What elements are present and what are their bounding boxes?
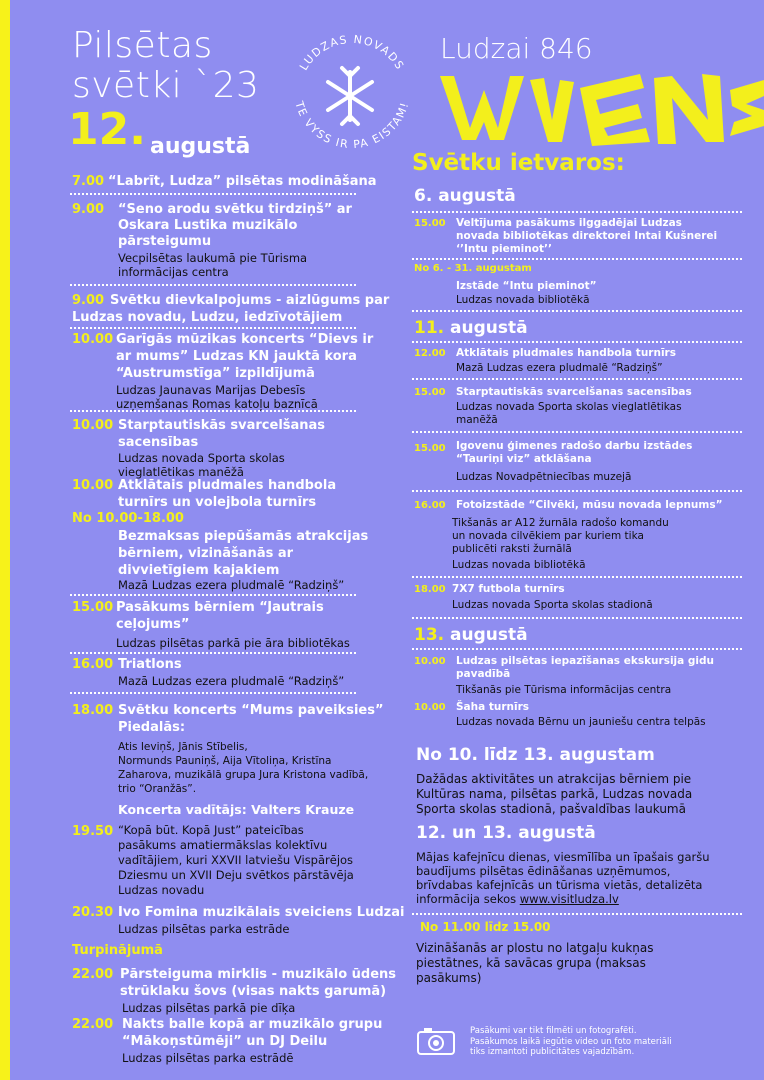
photo-notice: [470, 1026, 672, 1058]
dotted-divider: [412, 617, 742, 619]
event-title: pavadībā: [456, 668, 511, 680]
event-time: 22.00: [72, 967, 114, 982]
event-location: Ludzas novada Bērnu un jauniešu centra telpās: [456, 716, 706, 728]
date-heading: [414, 318, 528, 338]
range-heading: 12. un 13. augustā: [416, 823, 596, 843]
dotted-divider: [70, 327, 356, 329]
svg-text:LUDZAS NOVADS: [297, 33, 407, 73]
event-location: Ludzas Jaunavas Marijas Debesīs: [116, 383, 306, 397]
event-time: 10.00: [414, 656, 446, 667]
date-heading-word: augustā: [450, 318, 528, 338]
event-location: Ludzas novada Sporta skolas: [118, 451, 285, 465]
event-title: Veltījuma pasākums ilggadējai Ludzas: [456, 217, 682, 229]
event-description: vadītājiem, kuri XXVII latviešu Vispārējos: [118, 853, 354, 867]
date-heading-word: augustā: [450, 625, 528, 645]
event-title: sacensības: [118, 435, 199, 450]
event-time: 9.00: [72, 202, 105, 217]
event-title: Triatlons: [118, 657, 182, 672]
event-title: Igovenu ģimenes radošo darbu izstādes: [456, 440, 693, 452]
city-years-title: Ludzai 846: [440, 32, 593, 65]
main-date-word: augustā: [150, 134, 251, 159]
event-title: Nakts balle kopā ar muzikālo grupu: [122, 1017, 383, 1032]
event-time: 12.00: [414, 348, 446, 359]
event-description: un novada cilvēkiem par kuriem tika: [452, 530, 644, 542]
paragraph-line: piestātnes, kā savācas grupa (maksas: [416, 956, 646, 970]
event-time: 7.00: [72, 174, 105, 189]
performers-text: trio “Oranžās”.: [118, 783, 197, 795]
event-title: strūklaku šovs (visas nakts garumā): [120, 984, 387, 999]
dotted-divider: [412, 341, 742, 343]
event-title: Piedalās:: [118, 720, 186, 735]
event-location: Ludzas novada bibliotēkā: [452, 559, 586, 571]
event-location: Ludzas novada bibliotēkā: [456, 294, 590, 306]
event-title: Pārsteiguma mirklis - muzikālo ūdens: [120, 967, 397, 982]
dotted-divider: [412, 378, 742, 380]
event-location: Ludzas pilsētas parka estrādē: [122, 1051, 294, 1065]
event-location: Ludzas pilsētas parkā pie dīķa: [122, 1001, 296, 1015]
event-title: Ludzas novadu, Ludzu, iedzīvotājiem: [72, 310, 343, 325]
paragraph-line: baudījums pilsētas ēdināšanas uzņēmumos,: [416, 864, 671, 878]
event-description: pasākums amatiermākslas kolektīvu: [118, 838, 328, 852]
event-location: Ludzas pilsētas parka estrāde: [118, 922, 290, 936]
event-location: Mazā Ludzas ezera pludmalē “Radziņš”: [118, 674, 345, 688]
event-time: No 10.00-18.00: [72, 511, 184, 526]
event-title: Atklātais pludmales handbola turnīrs: [456, 347, 676, 359]
event-title: Starptautiskās svarcelšanas sacensības: [456, 386, 692, 398]
logo-ring-top-text: LUDZAS NOVADS: [297, 32, 407, 73]
time-range-label: No 11.00 līdz 15.00: [420, 920, 551, 934]
section-heading: Svētku ietvaros:: [412, 150, 625, 176]
dotted-divider: [70, 284, 356, 286]
dotted-divider: [412, 576, 742, 578]
event-title: pārsteigumu: [118, 234, 212, 249]
event-location: Ludzas novada Sporta skolas stadionā: [452, 599, 653, 611]
snowflake-icon: [328, 68, 372, 124]
event-title: bērniem, vizināšanās ar: [118, 546, 294, 561]
event-title: Šaha turnīrs: [456, 701, 530, 713]
event-time: 10.00: [72, 332, 114, 347]
event-time: 20.30: [72, 905, 114, 920]
event-title: Garīgās mūzikas koncerts “Dievs ir: [116, 332, 374, 347]
event-title: “Labrīt, Ludza” pilsētas modināšana: [108, 174, 377, 189]
event-time: 10.00: [72, 418, 114, 433]
event-title: Fotoizstāde “Cilvēki, mūsu novada lepnums”: [456, 499, 723, 511]
yellow-side-strip: [0, 0, 10, 1080]
event-location: Mazā Ludzas ezera pludmalē “Radziņš”: [456, 362, 663, 374]
dotted-divider: [412, 310, 742, 312]
decorative-yellow-letters: [440, 70, 764, 148]
paragraph-line: Sporta skolas stadionā, pašvaldības laukumā: [416, 802, 686, 816]
event-title: novada bibliotēkas direktorei Intai Kušnerei: [456, 230, 718, 242]
photo-notice-line: Pasākumi var tikt filmēti un fotografēti.: [470, 1026, 637, 1036]
paragraph-line: [416, 892, 619, 907]
event-location: vieglatlētikas manēžā: [118, 465, 244, 479]
dotted-divider: [70, 692, 356, 694]
event-location: Ludzas Novadpētniecības muzejā: [456, 471, 632, 483]
concert-host: Koncerta vadītājs: Valters Krauze: [118, 802, 355, 817]
event-title: ceļojums”: [116, 617, 190, 632]
event-location: manēžā: [456, 414, 498, 426]
dotted-divider: [412, 648, 742, 650]
dotted-divider: [70, 193, 356, 195]
dotted-divider: [412, 258, 742, 260]
dotted-divider: [70, 652, 356, 654]
event-title: ‘’Intu pieminot’’: [456, 243, 552, 255]
event-time: 15.00: [414, 387, 446, 398]
event-time: 16.00: [72, 657, 114, 672]
event-title: Bezmaksas piepūšamās atrakcijas: [118, 529, 369, 544]
event-title: Izstāde “Intu pieminot”: [456, 280, 597, 292]
event-time: 22.00: [72, 1017, 114, 1032]
event-title: “Tauriņi viz” atklāšana: [456, 453, 592, 465]
event-description: Dziesmu un XVII Deju svētkos pārstāvēja: [118, 868, 354, 882]
event-description: Tikšanās ar A12 žurnāla radošo komandu: [452, 517, 669, 529]
event-time: 16.00: [414, 500, 446, 511]
event-time: 9.00: [72, 293, 105, 308]
paragraph-line: Vizināšanās ar plostu no latgaļu kukņas: [416, 941, 654, 955]
event-title: Ludzas pilsētas iepazīšanas ekskursija gidu: [456, 655, 714, 667]
paragraph-line: Mājas kafejnīcu dienas, viesmīlība un īpašais garšu: [416, 850, 710, 864]
event-title: 7X7 futbola turnīrs: [452, 583, 565, 595]
dotted-divider: [412, 431, 742, 433]
date-heading: 6. augustā: [414, 186, 516, 206]
event-title: Svētku koncerts “Mums paveiksies”: [118, 703, 384, 718]
continuation-label: Turpinājumā: [72, 943, 163, 958]
event-time: 10.00: [72, 478, 114, 493]
camera-icon: [416, 1026, 456, 1056]
event-title: Svētku dievkalpojums - aizlūgums par: [110, 293, 390, 308]
website-link[interactable]: www.visitludza.lv: [519, 892, 619, 906]
photo-notice-line: Pasākumos laikā iegūtie video un foto materiāli: [470, 1036, 672, 1047]
event-title: Starptautiskās svarcelšanas: [118, 418, 326, 433]
event-title: “Austrumstīga” izpildījumā: [116, 366, 315, 381]
dotted-divider: [70, 594, 356, 596]
paragraph-line: Kultūras nama, pilsētas parkā, Ludzas novada: [416, 787, 693, 801]
event-title: ar mums” Ludzas KN jauktā kora: [116, 349, 357, 364]
event-time: 19.50: [72, 824, 114, 839]
date-heading-number: 11.: [414, 318, 445, 338]
event-time: 15.00: [414, 218, 446, 229]
event-title: “Seno arodu svētku tirdziņš” ar: [118, 202, 352, 217]
dotted-divider: [412, 211, 742, 213]
performers-text: Zaharova, muzikālā grupa Jura Kristona vadībā,: [118, 769, 369, 781]
dotted-divider: [412, 913, 742, 915]
date-heading-number: 13.: [414, 625, 445, 645]
event-description: publicēti raksti žurnālā: [452, 543, 572, 555]
event-title: Ivo Fomina muzikālais sveiciens Ludzai: [118, 905, 405, 920]
poster-title-line2: svētki `23: [72, 65, 260, 106]
event-location: uzņemšanas Romas katoļu baznīcā: [116, 397, 318, 411]
event-description: “Kopā būt. Kopā Just” pateicības: [118, 823, 304, 837]
range-heading: No 10. līdz 13. augustam: [416, 745, 655, 765]
event-location: Mazā Ludzas ezera pludmalē “Radziņš”: [118, 578, 345, 592]
main-date-number: 12.: [68, 104, 146, 155]
event-location: Ludzas novada Sporta skolas vieglatlētikas: [456, 401, 682, 413]
event-location: informācijas centra: [118, 265, 229, 279]
event-description: Ludzas novadu: [118, 883, 205, 897]
paragraph-line: pasākums): [416, 971, 482, 985]
event-title: “Mākoņstūmēji” un DJ Deilu: [122, 1034, 328, 1049]
event-location: Ludzas pilsētas parkā pie āra bibliotēkas: [116, 636, 350, 650]
dotted-divider: [70, 410, 356, 412]
dotted-divider: [412, 490, 742, 492]
event-time: 18.00: [414, 584, 446, 595]
event-title: Pasākums bērniem “Jautrais: [116, 600, 324, 615]
photo-notice-line: tiks izmantoti publicitātes vajadzībām.: [470, 1047, 635, 1057]
poster-title-line1: Pilsētas: [72, 25, 213, 66]
event-time: 15.00: [72, 600, 114, 615]
event-time: No 6. - 31. augustam: [414, 263, 532, 274]
ludza-logo: [280, 20, 420, 170]
event-location: Tikšanās pie Tūrisma informācijas centra: [456, 684, 672, 696]
date-heading: [414, 625, 528, 645]
event-title: Oskara Lustika muzikālo: [118, 218, 298, 233]
performers-text: Atis Ieviņš, Jānis Stībelis,: [118, 741, 248, 753]
event-time: 10.00: [414, 702, 446, 713]
event-location: Vecpilsētas laukumā pie Tūrisma: [118, 251, 308, 265]
event-time: 15.00: [414, 443, 446, 454]
paragraph-text: informācija sekos: [416, 892, 520, 906]
event-title: divvietīgiem kajakiem: [118, 563, 280, 578]
event-title: Atklātais pludmales handbola: [118, 478, 337, 493]
paragraph-line: brīvdabas kafejnīcās un tūrisma vietās, detalizēta: [416, 878, 703, 892]
performers-text: Normunds Pauniņš, Aija Vītoliņa, Kristīna: [118, 755, 332, 767]
event-time: 18.00: [72, 703, 114, 718]
event-title: turnīrs un volejbola turnīrs: [118, 495, 317, 510]
paragraph-line: Dažādas aktivitātes un atrakcijas bērniem pie: [416, 772, 692, 786]
logo-ring-bottom-text: TE VYSS IR PA EISTAM!: [292, 99, 412, 152]
